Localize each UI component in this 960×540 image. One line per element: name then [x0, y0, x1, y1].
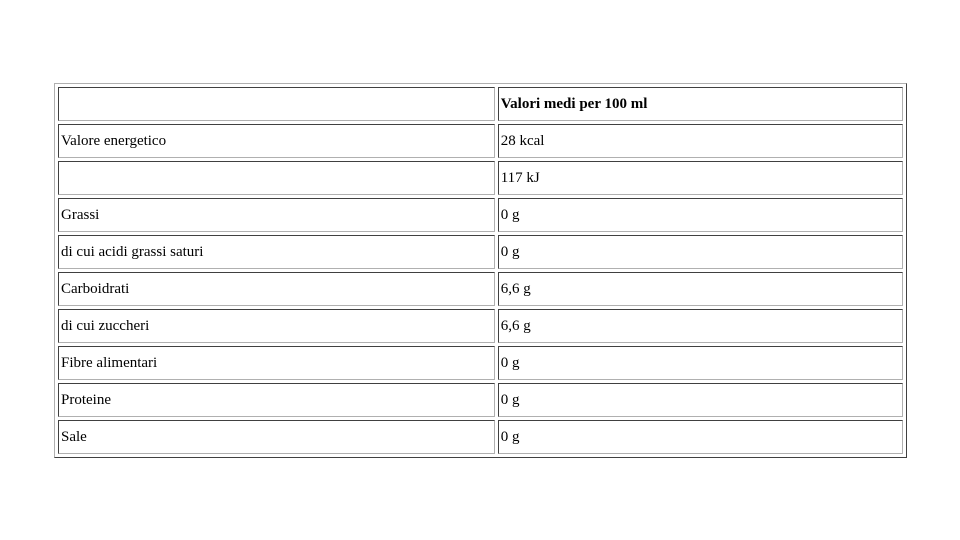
nutrient-label: Sale	[58, 420, 495, 454]
nutrient-label: Valore energetico	[58, 124, 495, 158]
table-row	[58, 161, 903, 195]
table-row	[58, 272, 903, 306]
nutrient-value: 0 g	[498, 346, 903, 380]
nutrient-label: Carboidrati	[58, 272, 495, 306]
table-row	[58, 124, 903, 158]
nutrient-value: 0 g	[498, 198, 903, 232]
nutrient-value: 6,6 g	[498, 309, 903, 343]
nutrient-label: Proteine	[58, 383, 495, 417]
nutrition-table	[54, 83, 907, 458]
nutrient-label	[58, 161, 495, 195]
header-value-cell: Valori medi per 100 ml	[498, 87, 903, 121]
nutrient-value: 28 kcal	[498, 124, 903, 158]
table-row	[58, 346, 903, 380]
nutrient-label: di cui acidi grassi saturi	[58, 235, 495, 269]
nutrient-value: 0 g	[498, 383, 903, 417]
table-row	[58, 235, 903, 269]
nutrient-value: 6,6 g	[498, 272, 903, 306]
header-label-cell	[58, 87, 495, 121]
nutrient-value: 0 g	[498, 235, 903, 269]
table-row	[58, 198, 903, 232]
table-row	[58, 309, 903, 343]
nutrient-value: 0 g	[498, 420, 903, 454]
table-row	[58, 420, 903, 454]
nutrient-label: di cui zuccheri	[58, 309, 495, 343]
nutrient-label: Fibre alimentari	[58, 346, 495, 380]
table-row	[58, 383, 903, 417]
nutrient-value: 117 kJ	[498, 161, 903, 195]
nutrient-label: Grassi	[58, 198, 495, 232]
table-header-row	[58, 87, 903, 121]
